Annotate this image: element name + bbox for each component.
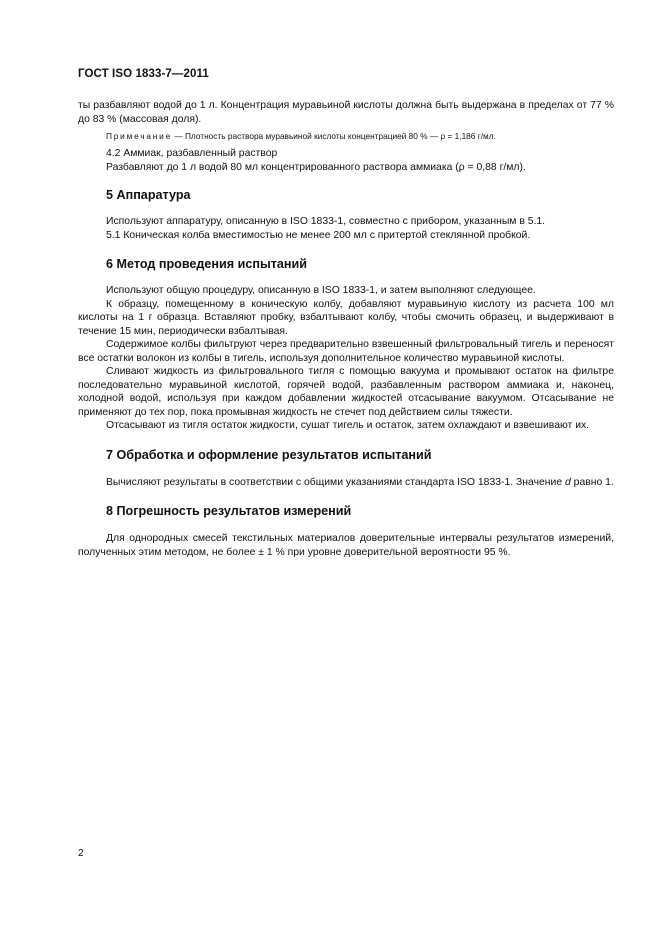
section-4-2-heading: 4.2 Аммиак, разбавленный раствор bbox=[106, 148, 278, 159]
section-8-paragraph: Для однородных смесей текстильных материалов доверительные интервалы результатов измерений, полученных этим методом, не более ± 1 % при уровне доверительной вероятности 95 %. bbox=[78, 533, 614, 558]
section-6-title: 6 Метод проведения испытаний bbox=[106, 257, 307, 271]
section-5-1-paragraph: 5.1 Коническая колба вместимостью не менее 200 мл с притертой стеклянной пробкой. bbox=[106, 229, 531, 241]
intro-paragraph: ты разбавляют водой до 1 л. Концентрация муравьиной кислоты должна быть выдержана в пределах от 77 % до 83 % (массовая доля). bbox=[78, 100, 614, 125]
section-7-text-b: равно 1. bbox=[570, 476, 614, 488]
page-number: 2 bbox=[78, 848, 84, 859]
note-paragraph bbox=[78, 131, 614, 142]
section-7-text-a: Вычисляют результаты в соответствии с общими указаниями стандарта ISO 1833-1. Значение bbox=[106, 476, 565, 488]
document-header: ГОСТ ISO 1833-7—2011 bbox=[78, 68, 209, 80]
section-6-paragraph-3: Содержимое колбы фильтруют через предварительно взвешенный фильтровальный тигель и переносят все остатки волокон из колбы в тигель, используя дополнительное количество муравьиной кислоты. bbox=[78, 339, 614, 364]
note-text: — Плотность раствора муравьиной кислоты концентрацией 80 % — ρ = 1,186 г/мл. bbox=[172, 131, 496, 141]
note-label: Примечание bbox=[106, 131, 173, 141]
section-5-paragraph-1: Используют аппаратуру, описанную в ISO 1833-1, совместно с прибором, указанным в 5.1. bbox=[106, 216, 546, 227]
section-8-title: 8 Погрешность результатов измерений bbox=[106, 504, 352, 518]
section-5-title: 5 Аппаратура bbox=[106, 188, 191, 202]
section-6-paragraph-5: Отсасывают из тигля остаток жидкости, сушат тигель и остаток, затем охлаждают и взвешивают их. bbox=[106, 420, 590, 431]
section-6-paragraph-4: Сливают жидкость из фильтровального тигля с помощью вакуума и промывают остаток на фильтре последовательно муравьиной кислотой, горячей водой, разбавленным раствором аммиака и, наконец, холодной водой, используя при каждом добавлении жидкостей отсасывание вакуумом. Отсасывание не применяют до тех пор, пока промывная жидкость не стечет под действием силы тяжести. bbox=[78, 366, 614, 418]
section-4-2-text: Разбавляют до 1 л водой 80 мл концентрированного раствора аммиака (ρ = 0,88 г/мл). bbox=[106, 161, 526, 173]
section-6-paragraph-1: Используют общую процедуру, описанную в ISO 1833-1, и затем выполняют следующее. bbox=[106, 285, 536, 296]
section-7-title: 7 Обработка и оформление результатов испытаний bbox=[106, 447, 432, 462]
section-7-variable: d bbox=[565, 476, 571, 488]
section-6-paragraph-2: К образцу, помещенному в коническую колбу, добавляют муравьиную кислоту из расчета 100 мл кислоты на 1 г образца. Вставляют пробку, взбалтывают колбу, чтобы смочить образец, и выдерживают в течение 15 мин, периодически взбалтывая. bbox=[78, 298, 614, 337]
section-7-paragraph bbox=[78, 476, 614, 490]
document-page bbox=[78, 60, 614, 559]
